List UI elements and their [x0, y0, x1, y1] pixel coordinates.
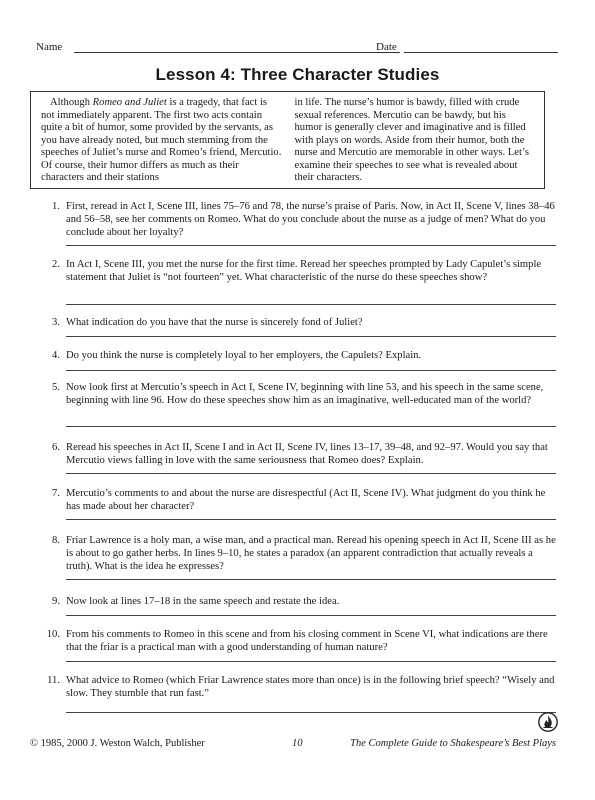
question-number: 11. — [47, 675, 60, 686]
question-text: First, reread in Act I, Scene III, lines 75–76 and 78, the nurse’s praise of Paris. Now, in Act II, Scene V, lines 38–46 and 56–58, see her comments on Romeo. What do you conclude about the nurse as a judge of men? What do you conclude about her loyalty? — [66, 201, 555, 238]
intro-box — [30, 91, 545, 189]
question-number: 10. — [46, 629, 60, 640]
answer-line[interactable] — [66, 712, 556, 713]
answer-line[interactable] — [66, 336, 556, 337]
question-text: Now look first at Mercutio’s speech in Act I, Scene IV, beginning with line 53, and his speech in the same scene, beginning with line 96. How do these speeches show him as an imaginative, well-educated man of the world? — [66, 382, 544, 406]
question-number: 2. — [52, 259, 60, 270]
name-line — [74, 52, 400, 53]
question-text: In Act I, Scene III, you met the nurse for the first time. Reread her speeches prompted by Lady Capulet’s simple statement that Juliet is “not fourteen” yet. What characteristic of the nurse do these speeches show? — [66, 259, 542, 283]
question-number: 5. — [52, 382, 60, 393]
answer-line[interactable] — [66, 426, 556, 427]
question-text: Now look at lines 17–18 in the same speech and restate the idea. — [66, 596, 340, 607]
answer-line[interactable] — [66, 245, 556, 246]
question-number: 7. — [52, 488, 60, 499]
question-text: Mercutio’s comments to and about the nurse are disrespectful (Act II, Scene IV). What judgment do you think he has made about her character? — [66, 488, 546, 512]
question-text: What indication do you have that the nurse is sincerely fond of Juliet? — [66, 317, 363, 328]
intro-left-column: Although Romeo and Juliet is a tragedy, that fact is not immediately apparent. The first two acts contain quite a bit of humor, some provided by the servants, as you have already noted, but much stemming from the speeches of Juliet’s nurse and Romeo’s friend, Mercutio. Of course, their humor differs as much as their characters and their stations — [41, 97, 282, 183]
book-title: The Complete Guide to Shakespeare’s Best Plays — [350, 738, 556, 749]
question-number: 6. — [52, 442, 60, 453]
question-number: 9. — [52, 596, 60, 607]
date-line — [404, 52, 558, 53]
question-number: 4. — [52, 350, 60, 361]
question-text: Friar Lawrence is a holy man, a wise man, and a practical man. Reread his opening speech in Act II, Scene III as he is about to go gather herbs. In lines 9–10, he states a paradox (an apparent contradiction that actually reveals a truth). What is the idea he expresses? — [66, 535, 556, 572]
page-number: 10 — [292, 738, 303, 749]
intro-right-column: in life. The nurse’s humor is bawdy, filled with crude sexual references. Mercutio can be bawdy, but his humor is generally clever and imaginative and is filled with plays on words. Aside from their humor, both the nurse and Mercutio are memorable in other ways. Let’s examine their speeches to see what is revealed about their characters. — [294, 97, 529, 183]
answer-line[interactable] — [66, 304, 556, 305]
copyright-notice: © 1985, 2000 J. Weston Walch, Publisher — [30, 738, 205, 749]
publisher-flame-icon — [538, 712, 558, 732]
answer-line[interactable] — [66, 370, 556, 371]
question-text: From his comments to Romeo in this scene and from his closing comment in Scene VI, what indications are there that the friar is a practical man with a good understanding of human nature? — [66, 629, 548, 653]
answer-line[interactable] — [66, 615, 556, 616]
answer-line[interactable] — [66, 473, 556, 474]
answer-line[interactable] — [66, 579, 556, 580]
answer-line[interactable] — [66, 519, 556, 520]
question-number: 3. — [52, 317, 60, 328]
question-number: 8. — [52, 535, 60, 546]
question-number: 1. — [52, 201, 60, 212]
question-text: Reread his speeches in Act II, Scene I and in Act II, Scene IV, lines 13–17, 39–48, and 92–97. Would you say that Mercutio views falling in love with the same seriousness that Romeo does? Explain. — [66, 442, 548, 466]
answer-line[interactable] — [66, 661, 556, 662]
date-label: Date — [376, 41, 397, 53]
question-text: What advice to Romeo (which Friar Lawrence states more than once) is in the following brief speech? “Wisely and slow. They stumble that run fast.” — [66, 675, 555, 699]
question-text: Do you think the nurse is completely loyal to her employers, the Capulets? Explain. — [66, 350, 422, 361]
page-title: Lesson 4: Three Character Studies — [155, 65, 440, 84]
name-label: Name — [36, 41, 63, 53]
